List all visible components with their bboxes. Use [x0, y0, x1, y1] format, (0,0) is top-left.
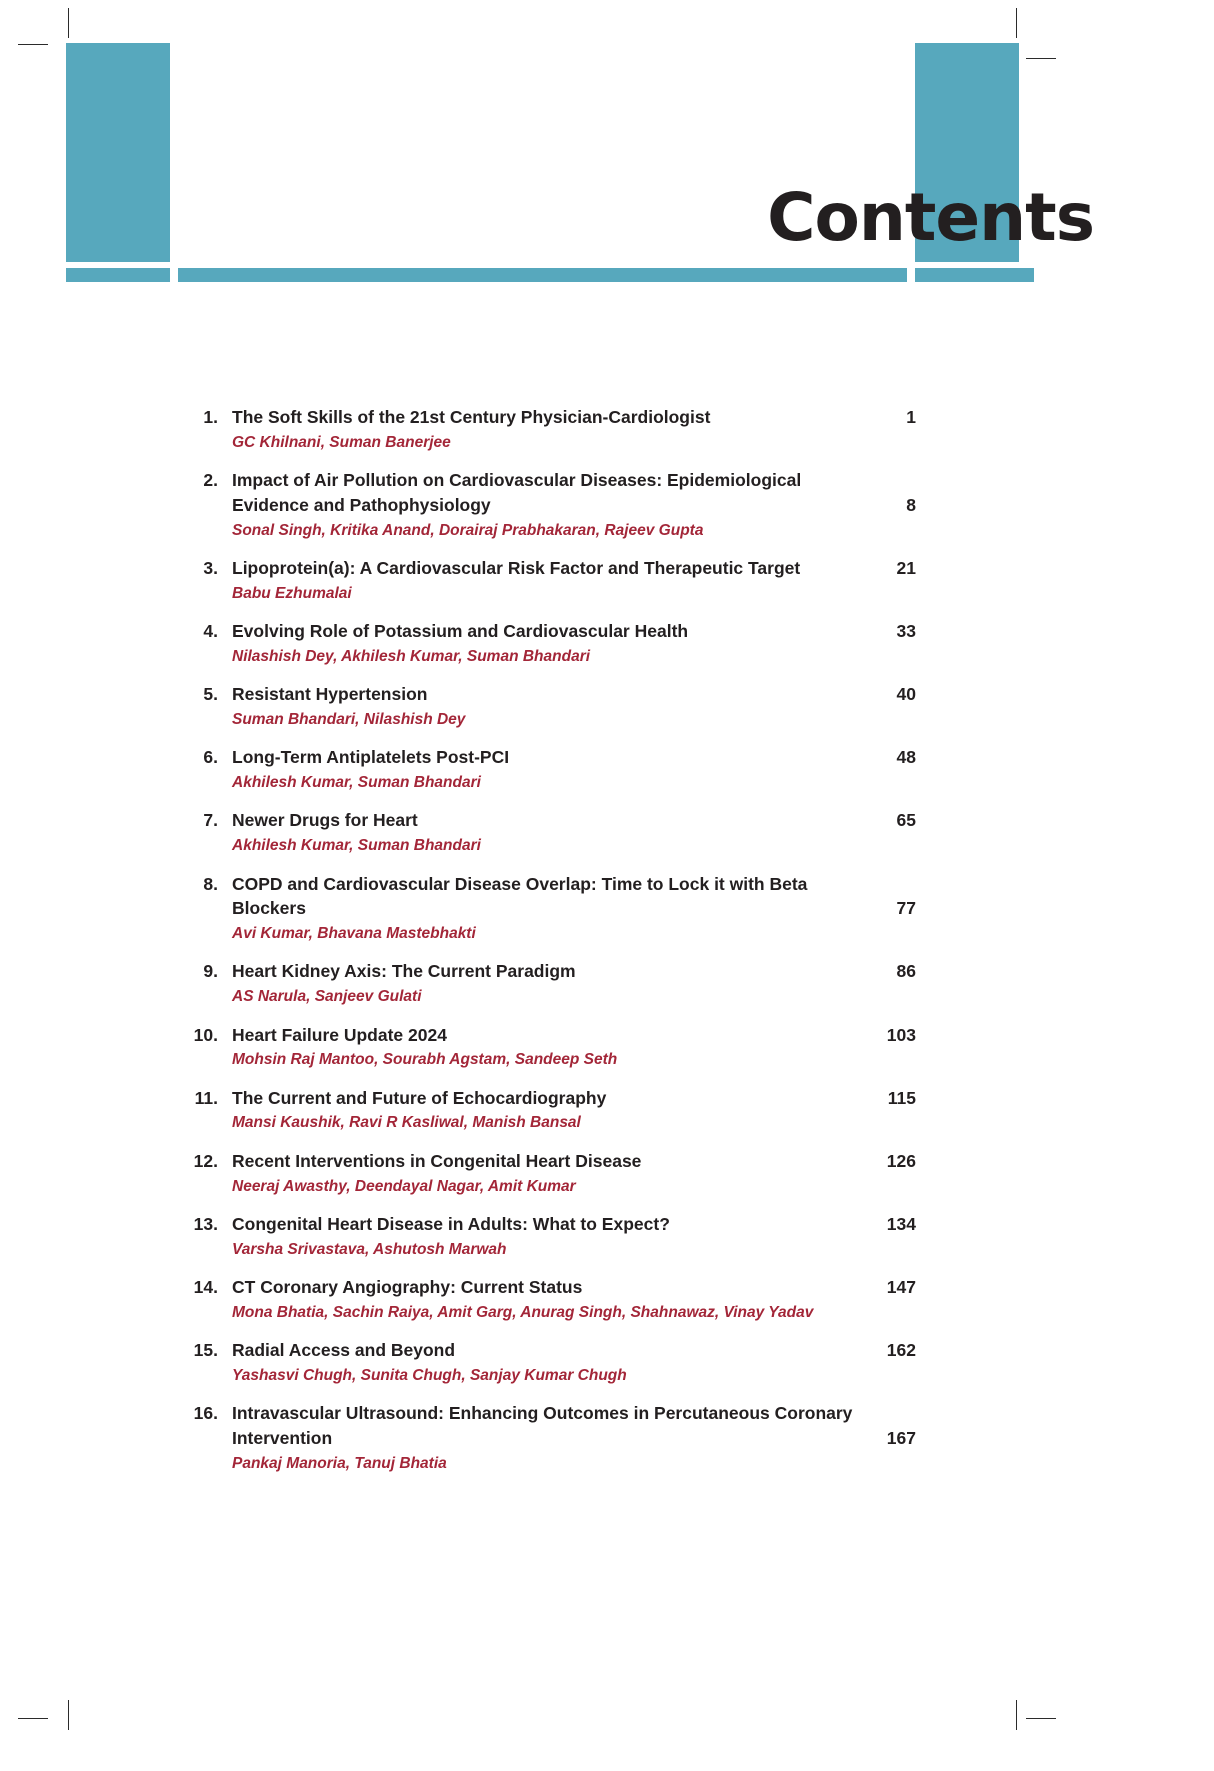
toc-entry-title[interactable]: Heart Kidney Axis: The Current Paradigm: [232, 961, 576, 982]
toc-entry-title[interactable]: Heart Failure Update 2024: [232, 1024, 447, 1045]
toc-entry-number: 13.: [193, 1213, 218, 1234]
toc-entry[interactable]: [186, 808, 916, 857]
table-of-contents: [186, 405, 916, 1489]
toc-entry-title-line: [232, 682, 916, 707]
toc-entry-number: 16.: [193, 1403, 218, 1424]
toc-entry-authors: Pankaj Manoria, Tanuj Bhatia: [232, 1454, 447, 1472]
toc-entry-number: 12.: [193, 1150, 218, 1171]
toc-entry[interactable]: [186, 1023, 916, 1072]
toc-entry-title-line: [232, 1338, 916, 1363]
toc-entry[interactable]: [186, 682, 916, 731]
toc-entry-title-line: [232, 619, 916, 644]
toc-entry-authors: Akhilesh Kumar, Suman Bhandari: [232, 837, 481, 855]
toc-entry-authors: Nilashish Dey, Akhilesh Kumar, Suman Bhandari: [232, 647, 591, 665]
toc-entry[interactable]: [186, 1086, 916, 1135]
toc-entry-body: [232, 1023, 916, 1072]
toc-entry-page-number: 77: [896, 898, 916, 919]
toc-entry-body: [232, 959, 916, 1008]
toc-entry-page-number: 147: [886, 1276, 916, 1297]
crop-mark-bottom-right-v: [1016, 1700, 1017, 1730]
toc-entry-title-line: [232, 405, 916, 430]
toc-entry-page-number: 86: [896, 961, 916, 982]
toc-entry-number: 9.: [203, 961, 218, 982]
toc-entry-body: [232, 808, 916, 857]
toc-entry-title[interactable]: Impact of Air Pollution on Cardiovascular Diseases: Epidemiological Evidence and Pathophysiology: [232, 470, 802, 515]
toc-entry-page-number: 134: [886, 1213, 916, 1234]
toc-entry-authors: Suman Bhandari, Nilashish Dey: [232, 711, 466, 729]
toc-entry-body: [232, 1086, 916, 1135]
toc-entry-title-line: [232, 872, 916, 922]
toc-entry-body: [232, 1401, 916, 1475]
toc-entry-body: [232, 872, 916, 946]
toc-entry-title[interactable]: Recent Interventions in Congenital Heart Disease: [232, 1150, 642, 1171]
page-title: Contents: [767, 179, 1094, 256]
toc-entry-page-number: 33: [896, 621, 916, 642]
toc-entry-number: 3.: [203, 558, 218, 579]
toc-entry[interactable]: [186, 468, 916, 542]
toc-entry-title[interactable]: The Current and Future of Echocardiography: [232, 1087, 607, 1108]
toc-entry-title[interactable]: Long-Term Antiplatelets Post-PCI: [232, 747, 510, 768]
toc-entry-authors: Akhilesh Kumar, Suman Bhandari: [232, 774, 481, 792]
toc-entry[interactable]: [186, 556, 916, 605]
toc-entry-authors: Mona Bhatia, Sachin Raiya, Amit Garg, Anurag Singh, Shahnawaz, Vinay Yadav: [232, 1303, 814, 1321]
header-bar-right: [915, 268, 1034, 282]
toc-entry-page-number: 65: [896, 810, 916, 831]
header-block-left: [66, 43, 170, 262]
toc-entry-page-number: 167: [886, 1427, 916, 1448]
toc-entry-body: [232, 1212, 916, 1261]
crop-mark-top-right-h: [1026, 58, 1056, 59]
toc-entry[interactable]: [186, 1338, 916, 1387]
toc-entry-title-line: [232, 1275, 916, 1300]
toc-entry-page-number: 103: [886, 1024, 916, 1045]
toc-entry[interactable]: [186, 405, 916, 454]
toc-entry[interactable]: [186, 619, 916, 668]
toc-entry-title[interactable]: Radial Access and Beyond: [232, 1340, 456, 1360]
toc-entry-authors: Mohsin Raj Mantoo, Sourabh Agstam, Sandeep Seth: [232, 1051, 618, 1069]
toc-entry-title-line: [232, 468, 916, 518]
crop-mark-bottom-left-v: [68, 1700, 69, 1730]
toc-entry-title[interactable]: The Soft Skills of the 21st Century Physician-Cardiologist: [232, 407, 711, 427]
toc-entry[interactable]: [186, 1149, 916, 1198]
toc-entry-number: 14.: [193, 1276, 218, 1297]
toc-entry-authors: Babu Ezhumalai: [232, 584, 352, 602]
toc-entry-body: [232, 1275, 916, 1324]
toc-entry-body: [232, 745, 916, 794]
toc-entry-authors: Yashasvi Chugh, Sunita Chugh, Sanjay Kumar Chugh: [232, 1366, 627, 1384]
toc-entry-title-line: [232, 959, 916, 984]
toc-entry-number: 15.: [193, 1340, 218, 1360]
toc-entry-number: 11.: [194, 1087, 218, 1108]
toc-entry-page-number: 40: [896, 684, 916, 705]
toc-entry-body: [232, 405, 916, 454]
toc-entry-number: 8.: [203, 873, 218, 894]
crop-mark-top-right-v: [1016, 8, 1017, 38]
toc-entry-page-number: 8: [906, 494, 916, 515]
toc-entry-number: 7.: [203, 810, 218, 831]
toc-entry-body: [232, 682, 916, 731]
crop-mark-top-left-v: [68, 8, 69, 38]
toc-entry-title-line: [232, 556, 916, 581]
toc-entry[interactable]: [186, 745, 916, 794]
toc-entry-page-number: 162: [886, 1340, 916, 1360]
toc-entry-number: 10.: [193, 1024, 218, 1045]
toc-entry-title-line: [232, 1149, 916, 1174]
crop-mark-bottom-right-h: [1026, 1718, 1056, 1719]
toc-entry-body: [232, 468, 916, 542]
toc-entry-page-number: 48: [896, 747, 916, 768]
toc-entry-authors: Avi Kumar, Bhavana Mastebhakti: [232, 925, 476, 943]
toc-entry[interactable]: [186, 959, 916, 1008]
toc-entry-title-line: [232, 1401, 916, 1451]
toc-entry-body: [232, 1149, 916, 1198]
toc-entry-title-line: [232, 808, 916, 833]
toc-entry-page-number: 126: [886, 1150, 916, 1171]
toc-entry-page-number: 21: [896, 558, 916, 579]
toc-entry-title-line: [232, 1212, 916, 1237]
toc-entry-page-number: 1: [906, 407, 916, 427]
toc-entry-title[interactable]: Intravascular Ultrasound: Enhancing Outcomes in Percutaneous Coronary Intervention: [232, 1403, 853, 1448]
toc-entry-title-line: [232, 1086, 916, 1111]
toc-entry-body: [232, 556, 916, 605]
toc-entry-title[interactable]: Evolving Role of Potassium and Cardiovascular Health: [232, 621, 689, 642]
toc-entry-title[interactable]: Congenital Heart Disease in Adults: What to Expect?: [232, 1213, 670, 1234]
toc-entry-number: 5.: [203, 684, 218, 705]
toc-entry-authors: Sonal Singh, Kritika Anand, Dorairaj Prabhakaran, Rajeev Gupta: [232, 521, 704, 539]
toc-entry-authors: GC Khilnani, Suman Banerjee: [232, 433, 451, 451]
toc-entry-authors: Varsha Srivastava, Ashutosh Marwah: [232, 1240, 507, 1258]
toc-entry-title[interactable]: CT Coronary Angiography: Current Status: [232, 1276, 583, 1297]
toc-entry-title-line: [232, 1023, 916, 1048]
toc-entry[interactable]: [186, 1401, 916, 1475]
toc-entry[interactable]: [186, 1212, 916, 1261]
toc-entry-authors: Mansi Kaushik, Ravi R Kasliwal, Manish Bansal: [232, 1114, 581, 1132]
toc-entry-number: 1.: [203, 407, 218, 427]
toc-entry-body: [232, 1338, 916, 1387]
toc-entry-page-number: 115: [887, 1087, 916, 1108]
header-bar-middle: [178, 268, 907, 282]
toc-entry-authors: AS Narula, Sanjeev Gulati: [232, 988, 422, 1006]
header-bar-left: [66, 268, 170, 282]
toc-entry-title[interactable]: Resistant Hypertension: [232, 684, 428, 705]
toc-entry-title-line: [232, 745, 916, 770]
toc-entry-title[interactable]: COPD and Cardiovascular Disease Overlap: Time to Lock it with Beta Blockers: [232, 873, 808, 919]
crop-mark-bottom-left-h: [18, 1718, 48, 1719]
crop-mark-top-left-h: [18, 44, 48, 45]
toc-entry-body: [232, 619, 916, 668]
toc-entry-number: 6.: [203, 747, 218, 768]
toc-entry-title[interactable]: Lipoprotein(a): A Cardiovascular Risk Factor and Therapeutic Target: [232, 558, 801, 579]
toc-entry-number: 4.: [203, 621, 218, 642]
toc-entry[interactable]: [186, 872, 916, 946]
toc-entry-authors: Neeraj Awasthy, Deendayal Nagar, Amit Kumar: [232, 1177, 576, 1195]
toc-entry-number: 2.: [203, 470, 218, 491]
toc-entry[interactable]: [186, 1275, 916, 1324]
toc-entry-title[interactable]: Newer Drugs for Heart: [232, 810, 418, 831]
